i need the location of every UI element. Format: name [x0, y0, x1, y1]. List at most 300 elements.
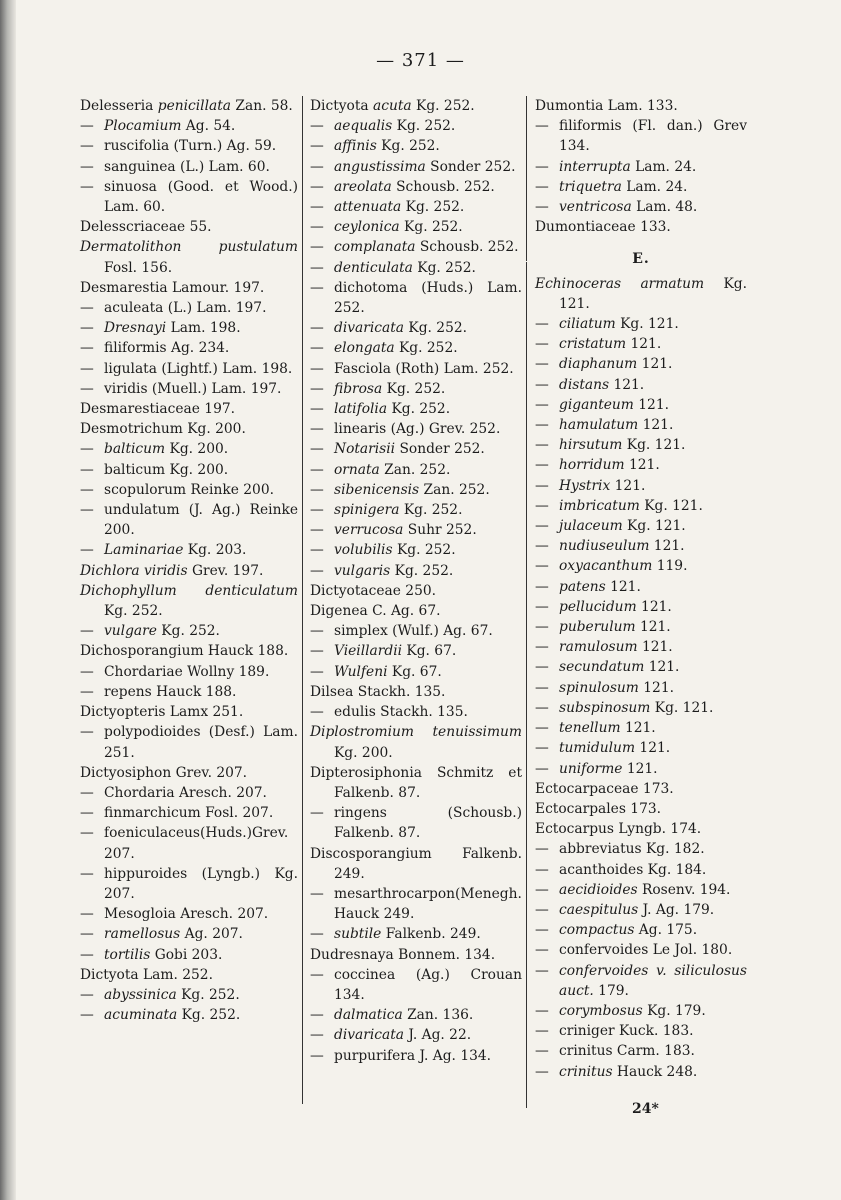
italic-text: Dichlora viridis [80, 562, 188, 579]
repeat-dash: — [80, 542, 94, 559]
italic-text: spinigera [334, 502, 400, 519]
repeat-dash: — [80, 986, 94, 1003]
index-subentry [535, 455, 747, 475]
repeat-dash: — [80, 946, 94, 963]
index-subentry [535, 577, 747, 597]
italic-text: Diplostromium tenuissimum [310, 724, 522, 741]
index-entry [535, 779, 747, 799]
repeat-dash: — [535, 901, 549, 918]
repeat-dash: — [535, 881, 549, 898]
index-subentry [80, 924, 298, 944]
signature-mark: 24* [632, 1101, 659, 1117]
italic-text: corymbosus [559, 1002, 643, 1019]
repeat-dash: — [310, 542, 324, 559]
italic-text: spinulosum [559, 679, 639, 696]
italic-text: oxyacanthum [559, 558, 653, 575]
entry-text: 121. [637, 356, 673, 373]
entry-text: Kg. 121. [622, 437, 686, 454]
repeat-dash: — [310, 219, 324, 236]
entry-text: Dipterosiphonia Schmitz et Falkenb. 87. [310, 764, 522, 801]
index-entry [535, 217, 747, 237]
entry-text: foeniculaceus(Huds.)Grev. 207. [104, 825, 289, 862]
italic-text: divaricata [334, 1027, 404, 1044]
italic-text: hirsutum [559, 437, 623, 454]
entry-text: purpurifera J. Ag. 134. [334, 1047, 492, 1064]
entry-text: 121. [649, 538, 685, 555]
italic-text: diaphanum [559, 356, 638, 373]
index-subentry [80, 439, 298, 459]
repeat-dash: — [310, 623, 324, 640]
entry-text: 121. [620, 720, 656, 737]
index-subentry [310, 884, 522, 924]
index-subentry [310, 197, 522, 217]
entry-text: repens Hauck 188. [104, 683, 237, 700]
entry-text: Kg. 252. [382, 380, 446, 397]
index-subentry [535, 1041, 747, 1061]
italic-text: acuminata [104, 1007, 178, 1024]
index-subentry [535, 556, 747, 576]
index-subentry [80, 803, 298, 823]
entry-text: Kg. 121. [639, 497, 703, 514]
repeat-dash: — [535, 417, 549, 434]
entry-text: Desmarestia Lamour. 197. [80, 279, 265, 296]
repeat-dash: — [80, 340, 94, 357]
italic-text: balticum [104, 441, 166, 458]
repeat-dash: — [535, 1023, 549, 1040]
column-rule [526, 96, 527, 261]
repeat-dash: — [535, 942, 549, 959]
italic-text: vulgaris [334, 562, 391, 579]
index-entry [535, 819, 747, 839]
index-subentry [80, 298, 298, 318]
entry-text: Dudresnaya Bonnem. 134. [310, 946, 496, 963]
repeat-dash: — [310, 926, 324, 943]
index-subentry [80, 621, 298, 641]
repeat-dash: — [535, 376, 549, 393]
repeat-dash: — [535, 477, 549, 494]
repeat-dash: — [535, 497, 549, 514]
index-subentry [310, 419, 522, 439]
entry-text: undulatum (J. Ag.) Reinke 200. [104, 502, 298, 539]
entry-text: 121. [609, 376, 645, 393]
entry-text: Discosporangium Falkenb. 249. [310, 845, 522, 882]
entry-text: filiformis (Fl. dan.) Grev 134. [559, 118, 747, 155]
entry-text: finmarchicum Fosl. 207. [104, 805, 274, 822]
italic-text: ramulosum [559, 639, 638, 656]
entry-text: abbreviatus Kg. 182. [559, 841, 705, 858]
entry-text: Chordaria Aresch. 207. [104, 784, 267, 801]
entry-text: Kg. 252. [399, 219, 463, 236]
entry-text: filiformis Ag. 234. [104, 340, 230, 357]
italic-text: ceylonica [334, 219, 400, 236]
index-subentry [535, 860, 747, 880]
index-subentry [535, 157, 747, 177]
entry-text: Kg. 200. [165, 441, 229, 458]
index-subentry [535, 637, 747, 657]
entry-text: Gobi 203. [150, 946, 223, 963]
entry-text: 121. [610, 477, 646, 494]
italic-text: caespitulus [559, 901, 639, 918]
entry-text: 121. [635, 740, 671, 757]
index-subentry [310, 136, 522, 156]
index-subentry [535, 415, 747, 435]
entry-text: Kg. 179. [642, 1002, 706, 1019]
repeat-dash: — [535, 178, 549, 195]
repeat-dash: — [535, 1063, 549, 1080]
entry-text: aculeata (L.) Lam. 197. [104, 300, 267, 317]
index-subentry [310, 1046, 522, 1066]
italic-text: confervoides v. siliculosus auct. [559, 962, 747, 999]
repeat-dash: — [310, 805, 324, 822]
page-binding-edge [0, 0, 16, 1200]
repeat-dash: — [535, 538, 549, 555]
italic-text: denticulata [334, 259, 413, 276]
repeat-dash: — [535, 158, 549, 175]
entry-text: Fasciola (Roth) Lam. 252. [334, 360, 514, 377]
index-subentry [310, 157, 522, 177]
repeat-dash: — [80, 158, 94, 175]
italic-text: ciliatum [559, 316, 616, 333]
italic-text: subspinosum [559, 699, 651, 716]
repeat-dash: — [80, 926, 94, 943]
index-entry [310, 581, 522, 601]
repeat-dash: — [310, 441, 324, 458]
italic-text: compactus [559, 922, 635, 939]
italic-text: areolata [334, 178, 392, 195]
entry-text: Ectocarpus Lyngb. 174. [535, 821, 702, 838]
repeat-dash: — [80, 441, 94, 458]
italic-text: verrucosa [334, 522, 404, 539]
repeat-dash: — [80, 906, 94, 923]
repeat-dash: — [80, 481, 94, 498]
index-entry [535, 274, 747, 314]
entry-text: mesarthrocarpon(Menegh. Hauck 249. [334, 885, 522, 923]
index-subentry [310, 237, 522, 257]
entry-text: Kg. 67. [387, 663, 442, 680]
index-subentry [535, 334, 747, 354]
entry-text: Kg. 252. [376, 138, 440, 155]
italic-text: attenuata [334, 199, 402, 216]
index-subentry [80, 904, 298, 924]
italic-text: divaricata [334, 320, 404, 337]
repeat-dash: — [80, 320, 94, 337]
index-subentry [310, 480, 522, 500]
entry-text: Mesogloia Aresch. 207. [104, 906, 269, 923]
entry-text: Ag. 175. [634, 922, 698, 939]
repeat-dash: — [310, 522, 324, 539]
italic-text: julaceum [559, 518, 623, 535]
entry-text: 121. [638, 417, 674, 434]
index-subentry [535, 1021, 747, 1041]
italic-text: ornata [334, 461, 380, 478]
index-subentry [310, 1025, 522, 1045]
entry-text: Lam. 48. [631, 199, 698, 216]
entry-text: 121. [644, 659, 680, 676]
italic-text: cristatum [559, 336, 627, 353]
index-entry [310, 722, 522, 762]
index-subentry [80, 945, 298, 965]
index-subentry [535, 476, 747, 496]
repeat-dash: — [535, 1002, 549, 1019]
italic-text: acuta [373, 98, 412, 114]
index-subentry [310, 278, 522, 318]
repeat-dash: — [535, 118, 549, 135]
italic-text: tortilis [104, 946, 151, 963]
entry-text: Kg. 252. [411, 98, 475, 114]
index-subentry [535, 718, 747, 738]
italic-text: affinis [334, 138, 377, 155]
repeat-dash: — [535, 922, 549, 939]
index-subentry [535, 395, 747, 415]
italic-text: complanata [334, 239, 416, 256]
repeat-dash: — [310, 562, 324, 579]
italic-text: distans [559, 376, 610, 393]
entry-text: Desmarestiaceae 197. [80, 401, 236, 418]
italic-text: puberulum [559, 619, 636, 636]
repeat-dash: — [80, 360, 94, 377]
index-subentry [535, 177, 747, 197]
entry-text: Ag. 54. [181, 118, 236, 135]
entry-text: 121. [626, 336, 662, 353]
entry-text: Kg. 252. [401, 199, 465, 216]
index-subentry [535, 435, 747, 455]
index-subentry [80, 157, 298, 177]
italic-text: Laminariae [104, 542, 184, 559]
index-subentry [310, 641, 522, 661]
entry-text: acanthoides Kg. 184. [559, 861, 707, 878]
repeat-dash: — [310, 279, 324, 296]
italic-text: volubilis [334, 542, 393, 559]
index-subentry [310, 439, 522, 459]
index-subentry [310, 540, 522, 560]
index-subentry [80, 338, 298, 358]
repeat-dash: — [535, 639, 549, 656]
repeat-dash: — [310, 502, 324, 519]
repeat-dash: — [80, 502, 94, 519]
index-subentry [535, 1062, 747, 1082]
entry-text: Dichosporangium Hauck 188. [80, 643, 289, 660]
entry-text: Hauck 248. [612, 1063, 698, 1080]
repeat-dash: — [535, 316, 549, 333]
index-subentry [535, 314, 747, 334]
italic-text: elongata [334, 340, 395, 357]
index-subentry [80, 722, 298, 762]
repeat-dash: — [310, 138, 324, 155]
index-entry [310, 601, 522, 621]
index-subentry [535, 496, 747, 516]
italic-text: triquetra [559, 178, 622, 195]
italic-text: aecidioides [559, 881, 638, 898]
entry-text: Kg. 252. [399, 502, 463, 519]
entry-text: Kg. 252. [104, 603, 163, 620]
entry-text: Kg. 252. [412, 259, 476, 276]
entry-text: sinuosa (Good. et Wood.) Lam. 60. [104, 178, 298, 216]
index-column-3 [535, 96, 747, 1082]
index-subentry [535, 516, 747, 536]
index-subentry [310, 1005, 522, 1025]
entry-text: Kg. 67. [402, 643, 457, 660]
repeat-dash: — [535, 457, 549, 474]
index-subentry [80, 318, 298, 338]
index-subentry [80, 460, 298, 480]
repeat-dash: — [80, 380, 94, 397]
index-subentry [535, 961, 747, 1001]
entry-text: Kg. 200. [334, 744, 393, 761]
index-subentry [80, 359, 298, 379]
repeat-dash: — [310, 401, 324, 418]
index-subentry [310, 561, 522, 581]
index-subentry [310, 379, 522, 399]
index-subentry [535, 920, 747, 940]
italic-text: Vieillardii [334, 643, 403, 660]
repeat-dash: — [535, 336, 549, 353]
index-subentry [80, 136, 298, 156]
entry-text: Kg. 252. [387, 401, 451, 418]
index-entry [80, 96, 298, 116]
italic-text: Notarisii [334, 441, 396, 458]
index-subentry [80, 823, 298, 863]
entry-text: 119. [652, 558, 688, 575]
entry-text: edulis Stackh. 135. [334, 704, 468, 721]
index-subentry [535, 116, 747, 156]
entry-text: criniger Kuck. 183. [559, 1023, 694, 1040]
repeat-dash: — [535, 199, 549, 216]
repeat-dash: — [310, 966, 324, 983]
index-entry [80, 278, 298, 298]
repeat-dash: — [535, 518, 549, 535]
index-entry [310, 945, 522, 965]
entry-text: Desmotrichum Kg. 200. [80, 421, 246, 438]
entry-text: Lam. 24. [621, 178, 688, 195]
repeat-dash: — [535, 578, 549, 595]
entry-text: Kg. 252. [394, 340, 458, 357]
repeat-dash: — [80, 118, 94, 135]
repeat-dash: — [535, 841, 549, 858]
index-entry [80, 237, 298, 277]
entry-text: Dictyosiphon Grev. 207. [80, 764, 248, 781]
entry-text: Lam. 198. [166, 320, 241, 337]
italic-text: penicillata [157, 98, 232, 114]
entry-text: Falkenb. 249. [381, 926, 481, 943]
index-subentry [310, 520, 522, 540]
index-subentry [310, 500, 522, 520]
italic-text: nudiuseulum [559, 538, 650, 555]
italic-text: Echinoceras armatum [535, 275, 705, 292]
repeat-dash: — [535, 659, 549, 676]
entry-text: ringens (Schousb.) Falkenb. 87. [334, 805, 522, 842]
repeat-dash: — [310, 1007, 324, 1024]
index-subentry [80, 500, 298, 540]
entry-text: 121. [624, 457, 660, 474]
index-subentry [80, 379, 298, 399]
index-subentry [310, 399, 522, 419]
repeat-dash: — [310, 199, 324, 216]
entry-text: Ectocarpales 173. [535, 800, 662, 817]
entry-text: hippuroides (Lyngb.) Kg. 207. [104, 865, 298, 902]
repeat-dash: — [535, 699, 549, 716]
entry-text: 121. [637, 639, 673, 656]
italic-text: latifolia [334, 401, 388, 418]
entry-text: Kg. 121. [622, 518, 686, 535]
index-entry [310, 96, 522, 116]
entry-text: Dumontia Lam. 133. [535, 98, 678, 114]
index-subentry [535, 738, 747, 758]
repeat-dash: — [535, 619, 549, 636]
entry-text: Kg. 252. [176, 986, 240, 1003]
italic-text: Wulfeni [334, 663, 388, 680]
repeat-dash: — [80, 784, 94, 801]
page-number: — 371 — [376, 50, 465, 71]
entry-text: Rosenv. 194. [637, 881, 731, 898]
entry-text: Ectocarpaceae 173. [535, 780, 674, 797]
repeat-dash: — [310, 1027, 324, 1044]
entry-text: 121. [605, 578, 641, 595]
repeat-dash: — [80, 865, 94, 882]
entry-text: J. Ag. 22. [404, 1027, 472, 1044]
index-subentry [80, 480, 298, 500]
index-subentry [80, 985, 298, 1005]
repeat-dash: — [310, 421, 324, 438]
repeat-dash: — [310, 178, 324, 195]
repeat-dash: — [80, 805, 94, 822]
entry-text: Dictyota [310, 98, 374, 114]
repeat-dash: — [535, 558, 549, 575]
index-subentry [80, 540, 298, 560]
entry-text: Dilsea Stackh. 135. [310, 683, 446, 700]
italic-text: fibrosa [334, 380, 383, 397]
repeat-dash: — [310, 239, 324, 256]
entry-text: Zan. 252. [379, 461, 451, 478]
repeat-dash: — [310, 481, 324, 498]
repeat-dash: — [80, 1007, 94, 1024]
entry-text: Suhr 252. [403, 522, 477, 539]
entry-text: Dictyotaceae 250. [310, 582, 437, 599]
entry-text: Sonder 252. [425, 158, 516, 175]
repeat-dash: — [80, 825, 94, 842]
index-entry [80, 702, 298, 722]
italic-text: vulgare [104, 623, 157, 640]
entry-text: Chordariae Wollny 189. [104, 663, 270, 680]
index-entry [310, 844, 522, 884]
repeat-dash: — [80, 178, 94, 195]
entry-text: polypodioides (Desf.) Lam. 251. [104, 724, 298, 761]
repeat-dash: — [535, 740, 549, 757]
index-subentry [80, 1005, 298, 1025]
index-subentry [535, 597, 747, 617]
italic-text: ramellosus [104, 926, 181, 943]
entry-text: Kg. 121. [615, 316, 679, 333]
repeat-dash: — [80, 724, 94, 741]
entry-text: Dictyota Lam. 252. [80, 966, 213, 983]
italic-text: uniforme [559, 760, 623, 777]
entry-text: Kg. 252. [156, 623, 220, 640]
italic-text: Dresnayi [104, 320, 167, 337]
italic-text: sibenicensis [334, 481, 420, 498]
italic-text: crinitus [559, 1063, 613, 1080]
italic-text: secundatum [559, 659, 645, 676]
index-subentry [535, 759, 747, 779]
repeat-dash: — [535, 720, 549, 737]
index-subentry [535, 617, 747, 637]
index-subentry [310, 803, 522, 843]
index-subentry [310, 338, 522, 358]
entry-text: Zan. 58. [231, 98, 293, 114]
entry-text: viridis (Muell.) Lam. 197. [104, 380, 282, 397]
index-subentry [310, 924, 522, 944]
entry-text: coccinea (Ag.) Crouan 134. [334, 966, 522, 1003]
index-subentry [80, 662, 298, 682]
entry-text: Dumontiaceae 133. [535, 219, 671, 236]
